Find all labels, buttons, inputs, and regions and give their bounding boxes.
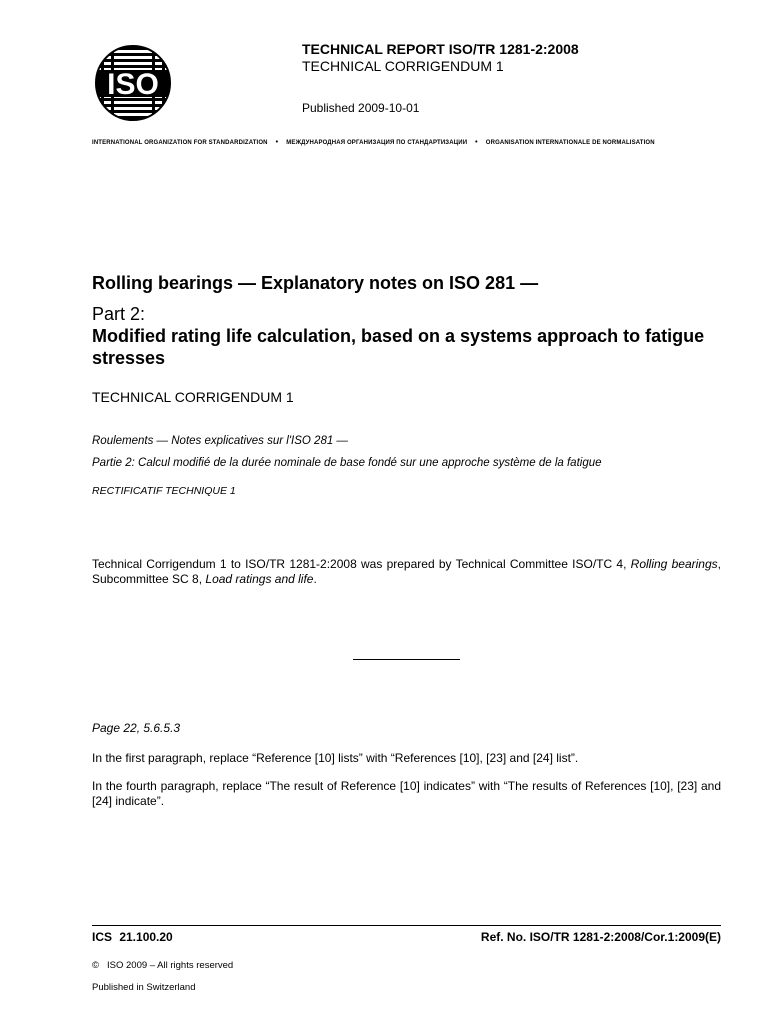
- separator-line: [353, 659, 460, 660]
- org-name-en: INTERNATIONAL ORGANIZATION FOR STANDARDIZATION: [92, 140, 268, 146]
- published-date: Published 2009-10-01: [302, 101, 420, 115]
- footer-rule: [92, 925, 721, 926]
- change-location: Page 22, 5.6.5.3: [92, 721, 181, 735]
- intro-text: .: [313, 572, 317, 586]
- french-rectificatif: RECTIFICATIF TECHNIQUE 1: [92, 485, 236, 497]
- copyright-line: [92, 960, 233, 971]
- org-name-ru: МЕЖДУНАРОДНАЯ ОРГАНИЗАЦИЯ ПО СТАНДАРТИЗАЦИИ: [286, 140, 468, 146]
- part-label: Part 2:: [92, 304, 146, 324]
- organization-line: [92, 139, 721, 146]
- copyright-icon: ©: [92, 960, 99, 971]
- french-title: Roulements — Notes explicatives sur l'ISO 281 —: [92, 435, 348, 447]
- intro-text: , Subcommittee SC 8,: [92, 557, 721, 586]
- published-in: Published in Switzerland: [92, 982, 196, 993]
- part-title: Modified rating life calculation, based on a systems approach to fatigue stresses: [92, 326, 705, 368]
- intro-text: Technical Corrigendum 1 to ISO/TR 1281-2:2008 was prepared by Technical Committee ISO/TC 4,: [92, 557, 631, 571]
- change-paragraph-2: In the fourth paragraph, replace “The result of Reference [10] indicates” with “The results of References [10], [23] and [24] indicate”.: [92, 779, 721, 808]
- org-separator: •: [275, 139, 279, 146]
- document-title: Rolling bearings — Explanatory notes on ISO 281 —: [92, 273, 539, 293]
- ics-code: ICS 21.100.20: [92, 930, 173, 944]
- org-separator: •: [475, 139, 478, 146]
- corrigendum-label: TECHNICAL CORRIGENDUM 1: [302, 58, 504, 74]
- committee-title: Rolling bearings: [630, 557, 718, 571]
- logo-text: ISO: [107, 68, 159, 101]
- org-name-fr: ORGANISATION INTERNATIONALE DE NORMALISATION: [485, 140, 655, 146]
- change-paragraph-1: In the first paragraph, replace “Reference [10] lists” with “References [10], [23] and [24] list”.: [92, 751, 579, 765]
- intro-paragraph: [92, 557, 721, 587]
- iso-logo: [95, 45, 171, 121]
- copyright-text: ISO 2009 – All rights reserved: [107, 960, 234, 971]
- french-part-title: Partie 2: Calcul modifié de la durée nominale de base fondé sur une approche système de la fatigue: [92, 457, 602, 469]
- iso-globe-icon: [95, 45, 171, 121]
- subcommittee-title: Load ratings and life: [205, 572, 314, 586]
- technical-corrigendum-label: TECHNICAL CORRIGENDUM 1: [92, 389, 294, 405]
- reference-number: Ref. No. ISO/TR 1281-2:2008/Cor.1:2009(E): [480, 930, 721, 944]
- report-title: TECHNICAL REPORT ISO/TR 1281-2:2008: [302, 41, 579, 57]
